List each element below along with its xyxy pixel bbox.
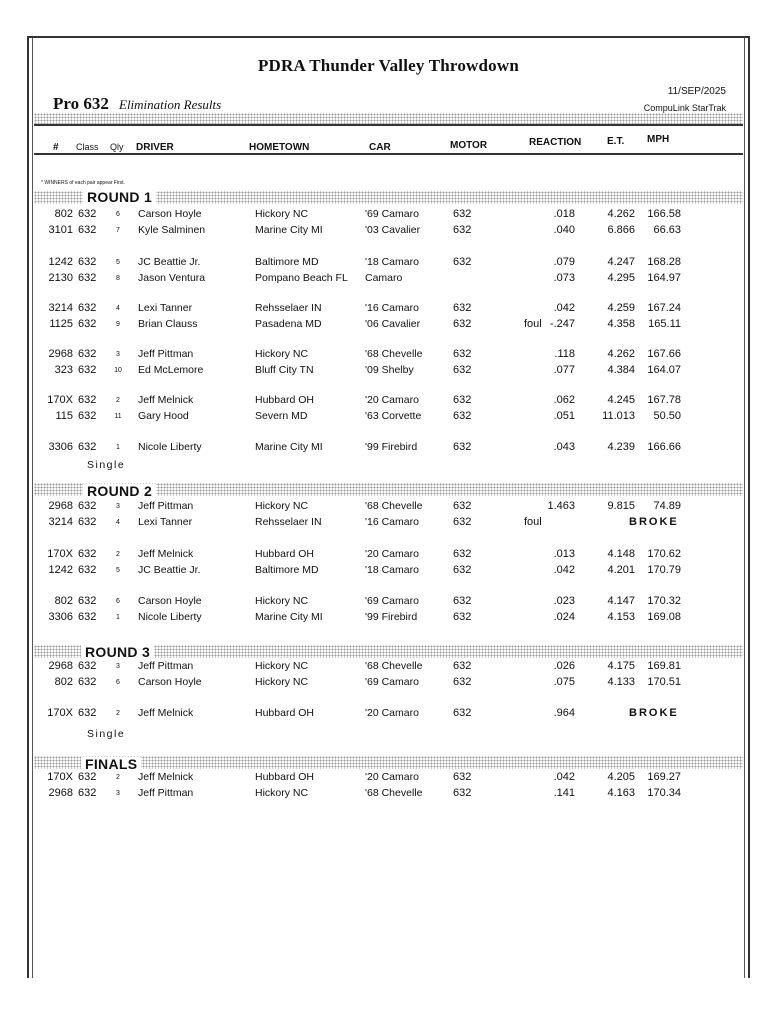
col-driver-header: DRIVER — [136, 142, 174, 153]
elapsed-time: 4.201 — [607, 564, 635, 576]
qualifying-position: 6 — [116, 679, 120, 686]
result-row — [29, 611, 748, 626]
foul-flag: foul — [524, 516, 542, 528]
hometown: Hickory NC — [255, 660, 309, 672]
class: 632 — [78, 707, 97, 719]
reaction-time: .073 — [553, 272, 575, 284]
car: '99 Firebird — [365, 611, 418, 623]
results-subtitle: Elimination Results — [119, 97, 222, 112]
motor: 632 — [453, 787, 472, 799]
class: 632 — [78, 516, 97, 528]
elapsed-time: 4.205 — [607, 771, 635, 783]
col-mph-header: MPH — [647, 134, 670, 145]
qualifying-position: 3 — [116, 503, 120, 510]
hometown: Severn MD — [255, 410, 308, 422]
motor: 632 — [453, 318, 472, 330]
car: '06 Cavalier — [365, 318, 421, 330]
speed-mph: 50.50 — [653, 410, 681, 422]
hometown: Hickory NC — [255, 500, 309, 512]
hometown: Hubbard OH — [255, 548, 314, 560]
qualifying-position: 11 — [114, 413, 122, 420]
elapsed-time: 6.866 — [607, 224, 635, 236]
speed-mph: 167.78 — [647, 394, 681, 406]
car: '99 Firebird — [365, 441, 418, 453]
car-number: 2968 — [48, 500, 73, 512]
motor: 632 — [453, 208, 472, 220]
reaction-time: .079 — [553, 256, 575, 268]
driver-name: Jeff Melnick — [138, 394, 194, 406]
reaction-time: .964 — [553, 707, 575, 719]
driver-name: Jeff Pittman — [138, 660, 194, 672]
class: 632 — [78, 224, 97, 236]
reaction-time: .075 — [553, 676, 575, 688]
result-row — [29, 441, 748, 456]
result-row — [29, 676, 748, 691]
elapsed-time: 4.358 — [607, 318, 635, 330]
motor: 632 — [453, 595, 472, 607]
foul-flag: foul — [524, 318, 542, 330]
car-number: 3101 — [48, 224, 73, 236]
reaction-time: .118 — [554, 348, 575, 360]
driver-name: JC Beattie Jr. — [138, 256, 201, 268]
elapsed-time: 4.148 — [607, 548, 635, 560]
motor: 632 — [453, 611, 472, 623]
class: 632 — [78, 394, 97, 406]
result-row — [29, 787, 748, 802]
reaction-time: .141 — [553, 787, 575, 799]
reaction-time: 1.463 — [547, 500, 575, 512]
car: '69 Camaro — [365, 676, 419, 688]
motor: 632 — [453, 410, 472, 422]
page-title: PDRA Thunder Valley Throwdown — [257, 56, 520, 75]
result-row — [29, 272, 748, 287]
elapsed-time: 4.262 — [607, 348, 635, 360]
car: '18 Camaro — [365, 256, 419, 268]
hometown: Hubbard OH — [255, 394, 314, 406]
qualifying-position: 6 — [116, 211, 120, 218]
speed-mph: 170.51 — [647, 676, 681, 688]
class: 632 — [78, 272, 97, 284]
driver-name: Nicole Liberty — [138, 441, 202, 453]
driver-name: JC Beattie Jr. — [138, 564, 201, 576]
reaction-time: .062 — [553, 394, 575, 406]
result-row — [29, 208, 748, 223]
reaction-time: .024 — [553, 611, 575, 623]
motor: 632 — [453, 441, 472, 453]
driver-name: Carson Hoyle — [138, 595, 202, 607]
speed-mph: 74.89 — [653, 500, 681, 512]
car: Camaro — [365, 272, 403, 284]
driver-name: Carson Hoyle — [138, 676, 202, 688]
car: '68 Chevelle — [365, 660, 423, 672]
qualifying-position: 10 — [114, 367, 122, 374]
car: '20 Camaro — [365, 548, 419, 560]
car-number: 3306 — [48, 611, 73, 623]
speed-mph: 166.58 — [647, 208, 681, 220]
class: 632 — [78, 611, 97, 623]
driver-name: Jeff Melnick — [138, 548, 194, 560]
header-rule — [34, 124, 743, 126]
round-3-label: ROUND 3 — [81, 645, 154, 659]
motor: 632 — [453, 394, 472, 406]
car-number: 3214 — [48, 516, 73, 528]
round-1-label: ROUND 1 — [83, 190, 156, 204]
result-row — [29, 516, 748, 531]
car-number: 802 — [54, 208, 73, 220]
car: '09 Shelby — [365, 364, 414, 376]
car-number: 1242 — [48, 256, 73, 268]
motor: 632 — [453, 516, 472, 528]
reaction-time: .023 — [553, 595, 575, 607]
car-number: 1242 — [48, 564, 73, 576]
car: '68 Chevelle — [365, 787, 423, 799]
speed-mph: 167.66 — [647, 348, 681, 360]
qualifying-position: 1 — [116, 614, 120, 621]
driver-name: Jeff Pittman — [138, 787, 194, 799]
hometown: Hickory NC — [255, 208, 309, 220]
results-sheet — [27, 36, 750, 978]
hometown: Hickory NC — [255, 787, 309, 799]
class: 632 — [78, 771, 97, 783]
car-number: 2968 — [48, 660, 73, 672]
driver-name: Jeff Pittman — [138, 348, 194, 360]
reaction-time: .042 — [553, 564, 575, 576]
car-number: 115 — [55, 410, 73, 422]
reaction-time: .051 — [553, 410, 575, 422]
hometown: Hickory NC — [255, 676, 309, 688]
speed-mph: 170.79 — [647, 564, 681, 576]
car: '68 Chevelle — [365, 500, 423, 512]
speed-mph: 169.81 — [647, 660, 681, 672]
result-row — [29, 348, 748, 363]
hometown: Marine City MI — [255, 441, 323, 453]
col-num-header: # — [53, 142, 59, 153]
elapsed-time: 4.262 — [607, 208, 635, 220]
result-row — [29, 318, 748, 333]
reaction-time: -.247 — [549, 318, 575, 330]
driver-name: Jeff Melnick — [138, 771, 194, 783]
class: 632 — [78, 410, 97, 422]
car: '18 Camaro — [365, 564, 419, 576]
elapsed-time: 4.163 — [607, 787, 635, 799]
car: '16 Camaro — [365, 302, 419, 314]
reaction-time: .042 — [553, 771, 575, 783]
hometown: Marine City MI — [255, 224, 323, 236]
speed-mph: 167.24 — [647, 302, 681, 314]
car-number: 1125 — [49, 318, 73, 330]
speed-mph: 170.62 — [647, 548, 681, 560]
speed-mph: 164.97 — [647, 272, 681, 284]
motor: 632 — [453, 256, 472, 268]
hometown: Pompano Beach FL — [255, 272, 348, 284]
speed-mph: 170.34 — [647, 787, 681, 799]
round-1-single: Single — [87, 459, 126, 471]
speed-mph: 169.08 — [647, 611, 681, 623]
elapsed-time: 4.245 — [607, 394, 635, 406]
qualifying-position: 5 — [116, 259, 120, 266]
reaction-time: .040 — [553, 224, 575, 236]
result-row — [29, 364, 748, 379]
motor: 632 — [453, 676, 472, 688]
elapsed-time: 4.133 — [607, 676, 635, 688]
speed-mph: 66.63 — [653, 224, 681, 236]
col-hometown-header: HOMETOWN — [249, 142, 310, 153]
columns-rule — [34, 153, 743, 155]
car-number: 170X — [47, 707, 73, 719]
speed-mph: 169.27 — [647, 771, 681, 783]
timing-system: CompuLink StarTrak — [643, 103, 726, 113]
car: '63 Corvette — [365, 410, 422, 422]
driver-name: Nicole Liberty — [138, 611, 202, 623]
col-car-header: CAR — [369, 142, 391, 153]
driver-name: Jeff Pittman — [138, 500, 194, 512]
reaction-time: .042 — [553, 302, 575, 314]
driver-name: Gary Hood — [138, 410, 189, 422]
car: '20 Camaro — [365, 394, 419, 406]
car: '20 Camaro — [365, 771, 419, 783]
qualifying-position: 2 — [116, 397, 120, 404]
driver-name: Lexi Tanner — [138, 516, 193, 528]
hometown: Rehsselaer IN — [255, 516, 322, 528]
class-name: Pro 632 — [53, 94, 109, 113]
elapsed-time: 4.175 — [607, 660, 635, 672]
reaction-time: .043 — [553, 441, 575, 453]
result-row — [29, 595, 748, 610]
qualifying-position: 3 — [116, 351, 120, 358]
driver-name: Brian Clauss — [138, 318, 198, 330]
class: 632 — [78, 660, 97, 672]
class: 632 — [78, 302, 97, 314]
class: 632 — [78, 441, 97, 453]
col-et-header: E.T. — [607, 136, 625, 147]
qualifying-position: 9 — [116, 321, 120, 328]
qualifying-position: 2 — [116, 710, 120, 717]
result-row — [29, 410, 748, 425]
car-number: 2968 — [48, 787, 73, 799]
car-number: 3306 — [48, 441, 73, 453]
result-row — [29, 500, 748, 515]
qualifying-position: 1 — [116, 444, 120, 451]
car-number: 170X — [47, 394, 73, 406]
car-number: 323 — [54, 364, 73, 376]
elapsed-time: 4.384 — [607, 364, 635, 376]
motor: 632 — [453, 302, 472, 314]
elapsed-time: 4.247 — [607, 256, 635, 268]
hometown: Hickory NC — [255, 595, 309, 607]
finals-label: FINALS — [81, 757, 141, 771]
hometown: Baltimore MD — [255, 564, 319, 576]
hometown: Hickory NC — [255, 348, 309, 360]
result-row — [29, 394, 748, 409]
hometown: Marine City MI — [255, 611, 323, 623]
reaction-time: .077 — [553, 364, 575, 376]
class: 632 — [78, 564, 97, 576]
col-class-header: Class — [76, 142, 99, 152]
class: 632 — [78, 364, 97, 376]
col-motor-header: MOTOR — [450, 140, 488, 151]
speed-mph: 166.66 — [647, 441, 681, 453]
qualifying-position: 8 — [116, 275, 120, 282]
reaction-time: .013 — [553, 548, 575, 560]
result-row — [29, 707, 748, 722]
class: 632 — [78, 787, 97, 799]
result-row — [29, 771, 748, 786]
col-reaction-header: REACTION — [529, 137, 582, 148]
round-3-band — [34, 645, 743, 658]
qualifying-position: 2 — [116, 551, 120, 558]
result-row — [29, 548, 748, 563]
elapsed-time: 4.147 — [607, 595, 635, 607]
qualifying-position: 3 — [116, 663, 120, 670]
speed-mph: 170.32 — [647, 595, 681, 607]
finals-band — [34, 756, 743, 772]
elapsed-time: 11.013 — [602, 410, 635, 422]
class: 632 — [78, 676, 97, 688]
motor: 632 — [453, 548, 472, 560]
driver-name: Kyle Salminen — [138, 224, 206, 236]
hometown: Bluff City TN — [255, 364, 314, 376]
motor: 632 — [453, 564, 472, 576]
broke-flag: BROKE — [629, 516, 679, 528]
reaction-time: .026 — [553, 660, 575, 672]
speed-mph: 165.11 — [648, 318, 681, 330]
result-row — [29, 564, 748, 579]
qualifying-position: 5 — [116, 567, 120, 574]
motor: 632 — [453, 224, 472, 236]
car: '03 Cavalier — [365, 224, 421, 236]
car-number: 170X — [47, 548, 73, 560]
winners-note: * WINNERS of each pair appear First. — [41, 180, 125, 186]
class: 632 — [78, 256, 97, 268]
car: '16 Camaro — [365, 516, 419, 528]
driver-name: Ed McLemore — [138, 364, 204, 376]
motor: 632 — [453, 660, 472, 672]
result-row — [29, 256, 748, 271]
elapsed-time: 4.153 — [607, 611, 635, 623]
driver-name: Lexi Tanner — [138, 302, 193, 314]
class: 632 — [78, 548, 97, 560]
broke-flag: BROKE — [629, 707, 679, 719]
qualifying-position: 2 — [116, 774, 120, 781]
driver-name: Carson Hoyle — [138, 208, 202, 220]
result-row — [29, 224, 748, 239]
round-2-label: ROUND 2 — [83, 484, 156, 498]
driver-name: Jason Ventura — [138, 272, 206, 284]
qualifying-position: 4 — [116, 519, 120, 526]
reaction-time: .018 — [553, 208, 575, 220]
motor: 632 — [453, 364, 472, 376]
hometown: Rehsselaer IN — [255, 302, 322, 314]
class: 632 — [78, 500, 97, 512]
hometown: Hubbard OH — [255, 707, 314, 719]
elapsed-time: 4.239 — [607, 441, 635, 453]
qualifying-position: 3 — [116, 790, 120, 797]
elapsed-time: 9.815 — [607, 500, 635, 512]
car-number: 802 — [54, 676, 73, 688]
round-3-single: Single — [87, 728, 126, 740]
car: '69 Camaro — [365, 208, 419, 220]
car: '68 Chevelle — [365, 348, 423, 360]
qualifying-position: 6 — [116, 598, 120, 605]
car: '69 Camaro — [365, 595, 419, 607]
event-date: 11/SEP/2025 — [667, 86, 726, 97]
qualifying-position: 4 — [116, 305, 120, 312]
car-number: 3214 — [48, 302, 73, 314]
qualifying-position: 7 — [116, 227, 120, 234]
hometown: Baltimore MD — [255, 256, 319, 268]
driver-name: Jeff Melnick — [138, 707, 194, 719]
motor: 632 — [453, 771, 472, 783]
elapsed-time: 4.295 — [607, 272, 635, 284]
class: 632 — [78, 595, 97, 607]
result-row — [29, 302, 748, 317]
hometown: Hubbard OH — [255, 771, 314, 783]
car-number: 170X — [47, 771, 73, 783]
round-1-band — [34, 191, 743, 204]
car: '20 Camaro — [365, 707, 419, 719]
speed-mph: 168.28 — [647, 256, 681, 268]
car-number: 2130 — [48, 272, 73, 284]
class: 632 — [78, 348, 97, 360]
result-row — [29, 660, 748, 675]
elapsed-time: 4.259 — [607, 302, 635, 314]
motor: 632 — [453, 500, 472, 512]
round-2-band — [34, 483, 743, 499]
class: 632 — [78, 318, 97, 330]
class: 632 — [78, 208, 97, 220]
car-number: 802 — [54, 595, 73, 607]
car-number: 2968 — [48, 348, 73, 360]
speed-mph: 164.07 — [647, 364, 681, 376]
hometown: Pasadena MD — [255, 318, 322, 330]
col-qly-header: Qly — [110, 142, 124, 152]
motor: 632 — [453, 707, 472, 719]
motor: 632 — [453, 348, 472, 360]
